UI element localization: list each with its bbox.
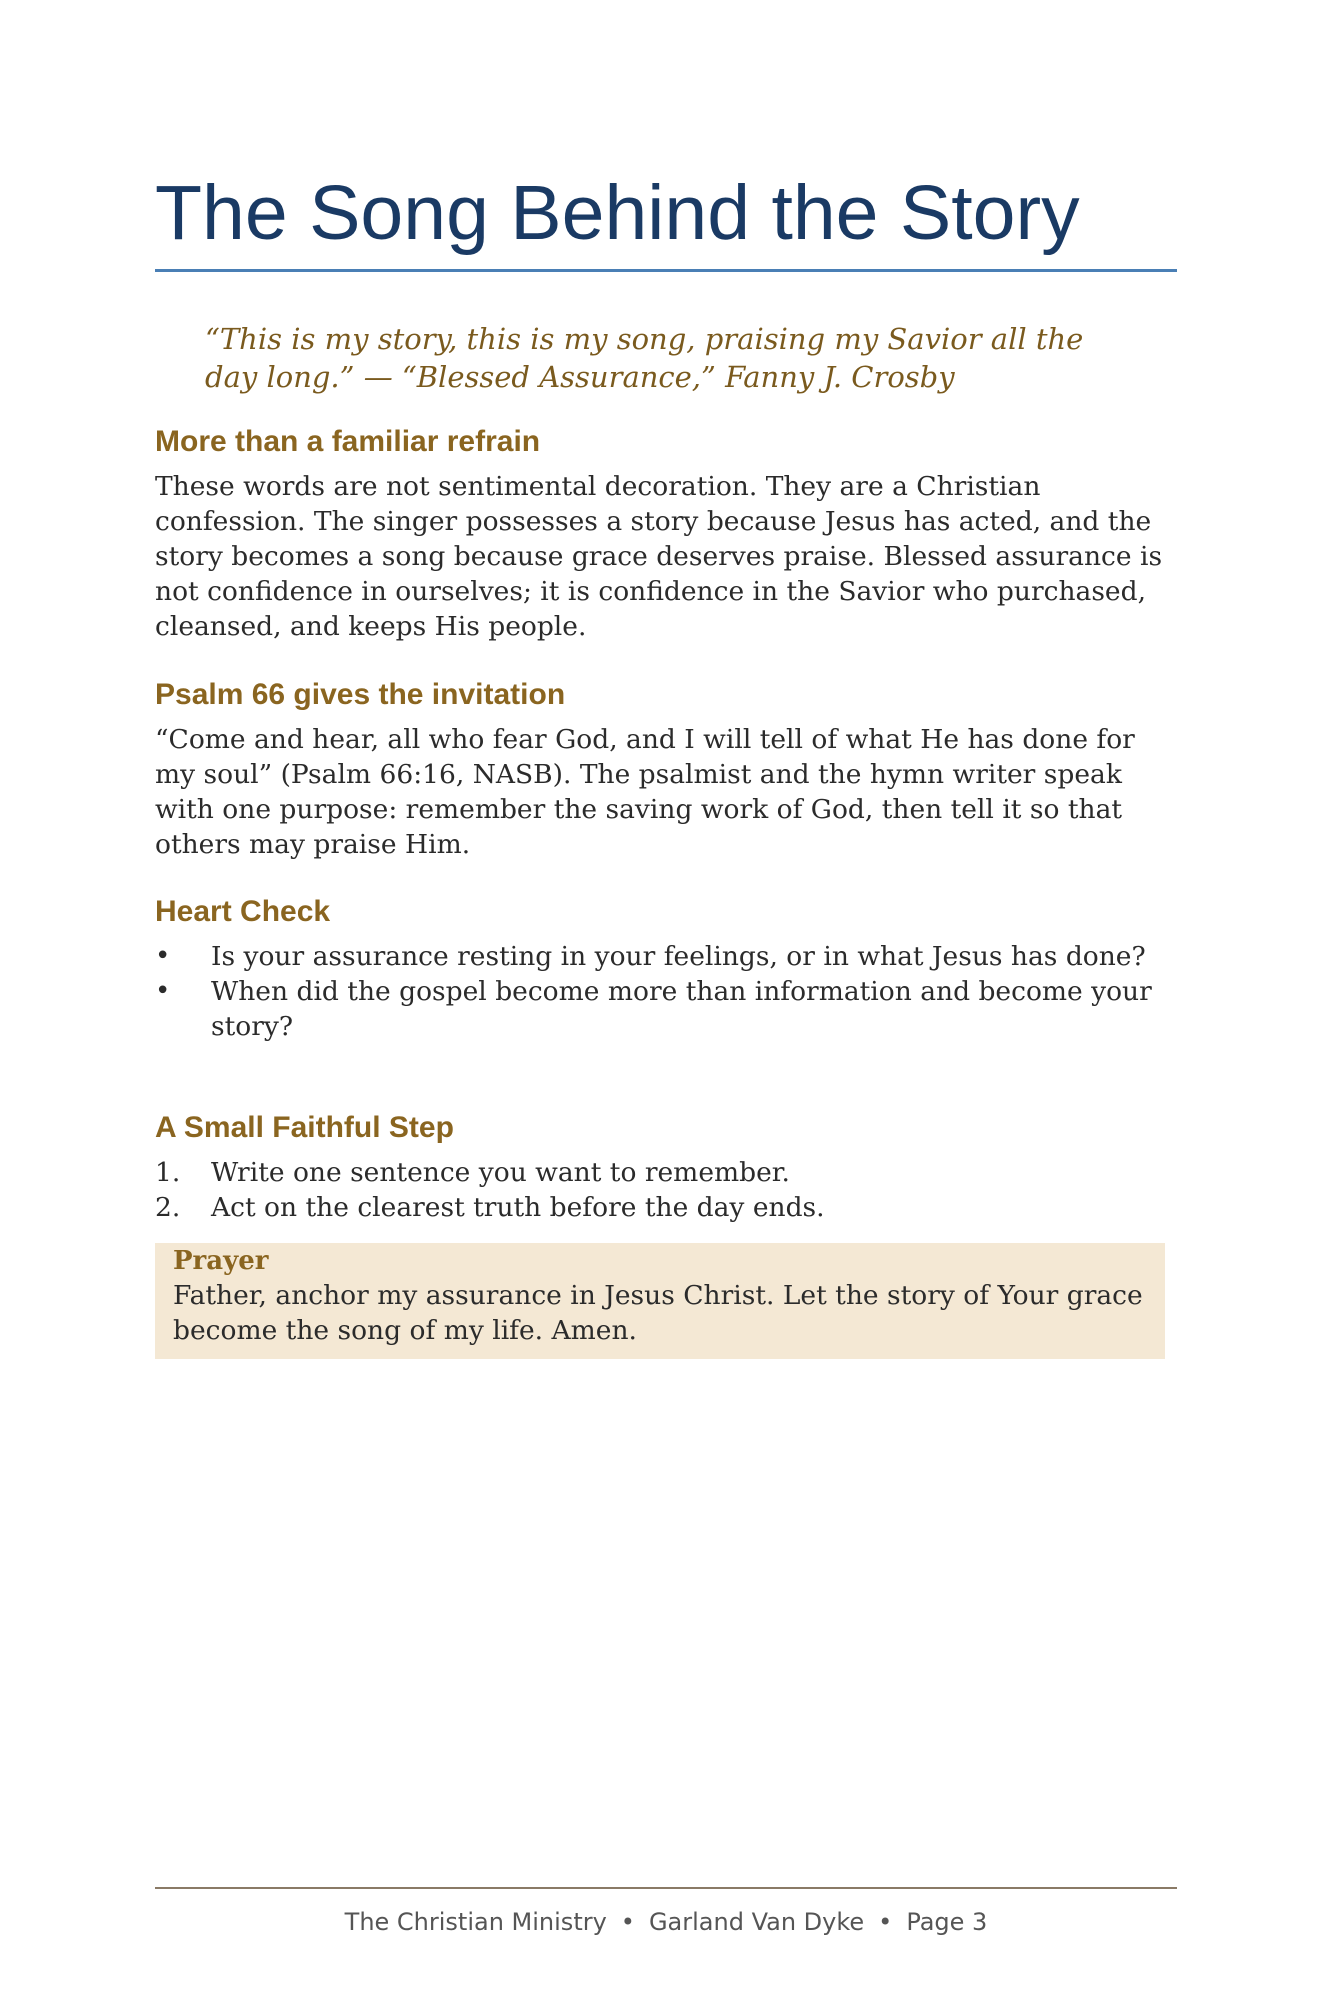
section-body-refrain: These words are not sentimental decoration. They are a Christian confession. The singer possesses a story because Jesus has acted, and the story becomes a song because grace deserves praise. Blessed assurance is not confidence in ourselves; it is confidence in the Savior who purchased, cleansed, and keeps His people. bbox=[155, 471, 1163, 642]
heart-check-heading: Heart Check bbox=[155, 895, 331, 928]
page-footer bbox=[155, 1906, 1177, 1938]
list-item bbox=[155, 1190, 1177, 1225]
prayer-box bbox=[155, 1243, 1165, 1359]
footer-divider bbox=[155, 1887, 1177, 1889]
faithful-step-heading: A Small Faithful Step bbox=[155, 1111, 454, 1144]
footer-separator: • bbox=[878, 1908, 893, 1936]
section-heading-psalm: Psalm 66 gives the invitation bbox=[155, 678, 566, 711]
prayer-text: Father, anchor my assurance in Jesus Christ. Let the story of Your grace become the song of my life. Amen. bbox=[173, 1280, 1143, 1346]
list-item-text: Write one sentence you want to remember. bbox=[211, 1157, 790, 1188]
list-item bbox=[155, 1155, 1177, 1190]
prayer-label: Prayer bbox=[173, 1246, 269, 1276]
list-item bbox=[155, 974, 1177, 1044]
footer-page-number: Page 3 bbox=[906, 1908, 988, 1936]
heart-check-list bbox=[155, 939, 1177, 1044]
list-item bbox=[155, 939, 1177, 974]
section-body-psalm: “Come and hear, all who fear God, and I will tell of what He has done for my soul” (Psalm 66:16, NASB). The psalmist and the hymn writer speak with one purpose: remember the saving work of God, then tell it so that others may praise Him. bbox=[155, 724, 1135, 860]
bullet-icon: • bbox=[155, 976, 171, 1006]
footer-publication: The Christian Ministry bbox=[344, 1908, 607, 1936]
footer-author: Garland Van Dyke bbox=[648, 1908, 865, 1936]
list-item-number: 2. bbox=[155, 1192, 181, 1223]
section-heading-refrain: More than a familiar refrain bbox=[155, 425, 541, 458]
list-item-text: When did the gospel become more than information and become your story? bbox=[211, 976, 1152, 1042]
bullet-icon: • bbox=[155, 941, 171, 971]
title-divider bbox=[155, 269, 1177, 272]
faithful-step-list bbox=[155, 1155, 1177, 1225]
page-title: The Song Behind the Story bbox=[155, 170, 1080, 256]
list-item-text: Is your assurance resting in your feelings, or in what Jesus has done? bbox=[211, 941, 1146, 972]
list-item-text: Act on the clearest truth before the day ends. bbox=[211, 1192, 825, 1223]
footer-separator: • bbox=[620, 1908, 635, 1936]
list-item-number: 1. bbox=[155, 1157, 181, 1188]
epigraph-quote: “This is my story, this is my song, praising my Savior all the day long.” — “Blessed Assurance,” Fanny J. Crosby bbox=[205, 322, 1084, 394]
